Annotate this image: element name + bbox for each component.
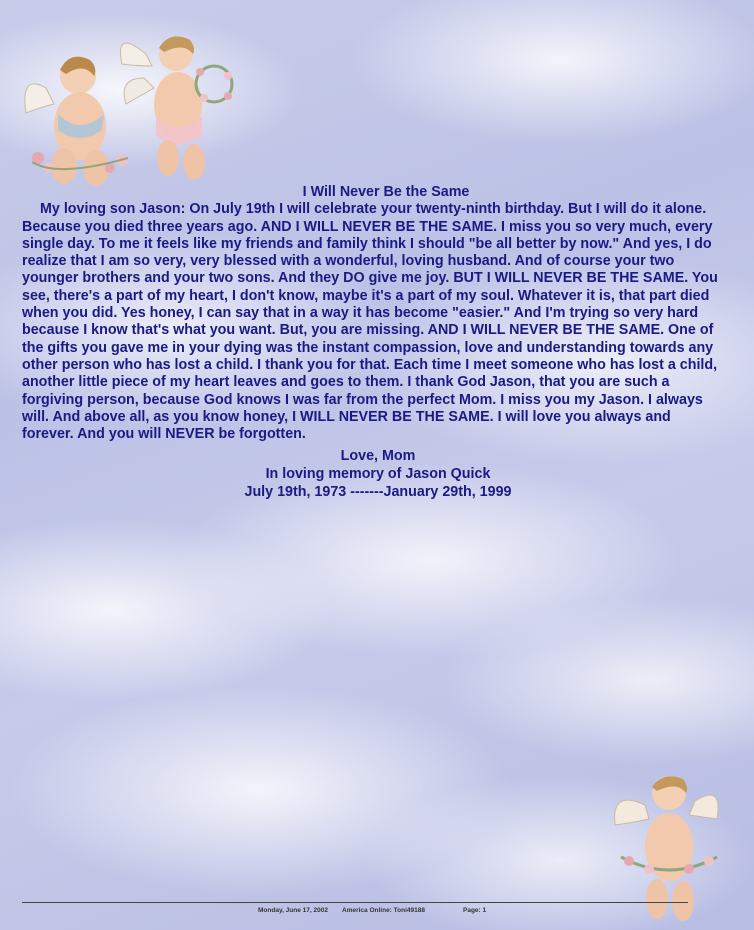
left-cherub-icon: [25, 57, 128, 186]
letter-title: I Will Never Be the Same: [302, 184, 470, 200]
page-number: Page: 1: [463, 907, 487, 914]
closing: Love, Mom: [340, 448, 416, 465]
print-date: Monday, June 17, 2002: [258, 907, 328, 914]
cherub-icon: [605, 765, 725, 925]
life-dates: July 19th, 1973 -------January 29th, 1999: [244, 484, 512, 501]
footer-divider: [22, 902, 688, 903]
signature-block: [22, 447, 722, 501]
letter: [22, 184, 722, 501]
memorial-line: In loving memory of Jason Quick: [265, 466, 491, 483]
cherub-pair-icon: [18, 18, 238, 193]
letter-body: My loving son Jason: On July 19th I will celebrate your twenty-ninth birthday. But I will do it alone. Because you died three years ago. AND I WILL NEVER BE THE SAME. I miss you so very much, every single day. To me it feels like my friends and family think I should "be all better by now." And yes, I do realize that I am so very, very blessed with a wonderful, loving husband. And of course your two younger brothers and your two sons. And they DO give me joy. BUT I WILL NEVER BE THE SAME. You see, there's a part of my heart, I don't know, maybe it's a part of my soul. Whatever it is, that part died when you did. Yes honey, I can say that in a way it has become "easier." And I'm trying so very hard because I know that's what you want. But, you are missing. AND I WILL NEVER BE THE SAME. One of the gifts you gave me in your dying was the instant compassion, love and understanding towards any other person who has lost a child. I thank you for that. Each time I meet someone who has lost a child, another little piece of my heart leaves and goes to them. I thank God Jason, that you are such a forgiving person, because God knows I was far from the perfect Mom. I miss you my Jason. I always will. And above all, as you know honey, I WILL NEVER BE THE SAME. I will love you always and forever. And you will NEVER be forgotten.: [22, 201, 718, 443]
right-cherub-icon: [120, 36, 232, 180]
print-service: America Online: Toni49188: [342, 907, 425, 914]
